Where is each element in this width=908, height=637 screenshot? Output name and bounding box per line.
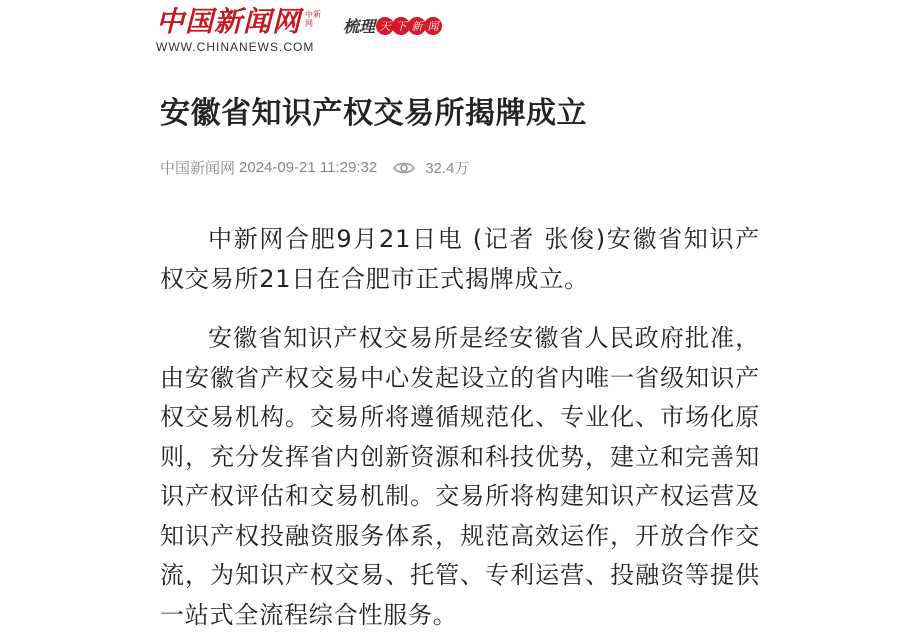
view-count: 32.4万 — [425, 160, 470, 177]
slogan-badge: 闻 — [424, 17, 442, 35]
site-logo[interactable] — [156, 6, 321, 54]
article-title: 安徽省知识产权交易所揭牌成立 — [160, 96, 587, 131]
logo-small-text — [305, 10, 321, 28]
article-paragraph: 安徽省知识产权交易所是经安徽省人民政府批准，由安徽省产权交易中心发起设立的省内唯一省级知识产权交易机构。交易所将遵循规范化、专业化、市场化原则，充分发挥省内创新资源和科技优势，建立和完善知识产权评估和交易机制。交易所将构建知识产权运营及知识产权投融资服务体系，规范高效运作，开放合作交流，为知识产权交易、托管、专利运营、投融资等提供一站式全流程综合性服务。 — [160, 324, 760, 629]
slogan-badge: 下 — [392, 17, 410, 35]
eye-icon — [393, 161, 415, 175]
slogan-badges — [378, 17, 442, 35]
logo-small-line1: 中新 — [305, 10, 322, 19]
logo-row — [156, 6, 321, 38]
logo-url: WWW.CHINANEWS.COM — [156, 40, 315, 54]
slogan-badge: 天 — [376, 17, 394, 35]
article-paragraph: 中新网合肥9月21日电 (记者 张俊)安徽省知识产权交易所21日在合肥市正式揭牌成立。 — [160, 225, 760, 293]
slogan-text: 梳理 — [343, 17, 376, 36]
site-header — [156, 6, 442, 56]
logo-small-line2: 网 — [305, 19, 314, 28]
article-meta — [160, 157, 469, 178]
article-body — [160, 220, 760, 637]
slogan-badge: 新 — [408, 17, 426, 35]
article-datetime: 2024-09-21 11:29:32 — [239, 159, 378, 176]
slogan — [343, 14, 442, 37]
article-source[interactable]: 中国新闻网 — [160, 160, 236, 177]
logo-text: 中国新闻网 — [156, 5, 302, 38]
